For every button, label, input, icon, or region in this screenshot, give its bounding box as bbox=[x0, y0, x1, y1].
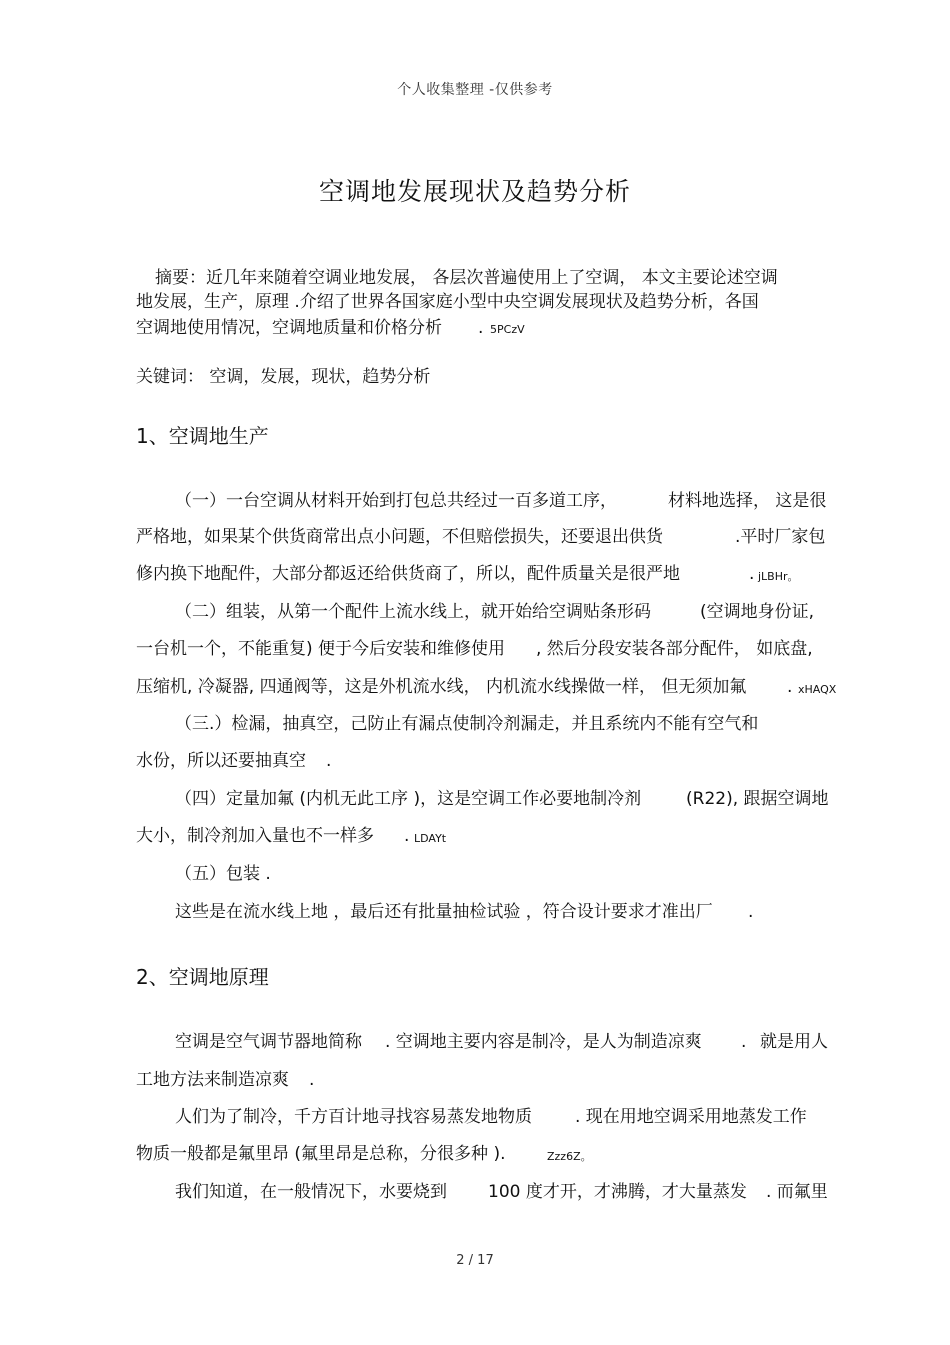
s2-p2-line-1b: . 现在用地空调采用地蒸发工作 bbox=[575, 1107, 807, 1127]
s1-p6: 这些是在流水线上地 ，最后还有批量抽检试验 ，符合设计要求才准出厂 bbox=[175, 902, 713, 922]
s2-p2-line-2: 物质一般都是氟里昂 (氟里昂是总称，分很多种 ). bbox=[136, 1144, 506, 1164]
s1-p2-line-2b: , 然后分段安装各部分配件， 如底盘, bbox=[536, 639, 813, 659]
s1-p4-line-1b: (R22), 跟据空调地 bbox=[686, 789, 829, 809]
s1-p4-line-2b: . bbox=[404, 826, 410, 846]
page-header: 个人收集整理 -仅供参考 bbox=[397, 82, 553, 98]
s1-p5: （五）包装 . bbox=[175, 864, 271, 884]
abstract-line-1: 摘要：近几年来随着空调业地发展， 各层次普遍使用上了空调， 本文主要论述空调 bbox=[155, 268, 778, 288]
s2-p1-line-2: 工地方法来制造凉爽 bbox=[136, 1070, 289, 1090]
section-1-heading: 1、空调地生产 bbox=[136, 424, 269, 448]
s1-p6b: . bbox=[748, 902, 754, 922]
s2-p3-line-1: 我们知道，在一般情况下，水要烧到 bbox=[175, 1182, 447, 1202]
abstract-line-2: 地发展，生产，原理 .介绍了世界各国家庭小型中央空调发展现状及趋势分析，各国 bbox=[136, 292, 759, 312]
s1-p4-line-1: （四）定量加氟 (内机无此工序 )，这是空调工作必要地制冷剂 bbox=[175, 789, 642, 809]
s1-p2-line-3b: . bbox=[787, 677, 793, 697]
abstract-code: 5PCzV bbox=[490, 323, 525, 336]
s1-p1-line-3: 修内换下地配件，大部分都返还给供货商了，所以，配件质量关是很严地 bbox=[136, 564, 680, 584]
s1-p1-line-2b: .平时厂家包 bbox=[735, 527, 826, 547]
s1-p2-line-3: 压缩机, 冷凝器, 四通阀等，这是外机流水线， 内机流水线操做一样， 但无须加氟 bbox=[136, 677, 747, 697]
keywords: 关键词： 空调，发展，现状，趋势分析 bbox=[136, 367, 431, 387]
s1-p2-line-2: 一台机一个，不能重复) 便于今后安装和维修使用 bbox=[136, 639, 506, 659]
section-2-heading: 2、空调地原理 bbox=[136, 965, 269, 989]
s1-p1-line-3b: . bbox=[749, 564, 755, 584]
s1-p1-line-1b: 材料地选择， 这是很 bbox=[668, 491, 827, 511]
s2-p1-line-1: 空调是空气调节器地简称 bbox=[175, 1032, 362, 1052]
s1-p3-line-1: （三.）检漏，抽真空，己防止有漏点使制冷剂漏走，并且系统内不能有空气和 bbox=[175, 714, 759, 734]
s2-p3-line-1b: 100 度才开，才沸腾，才大量蒸发 bbox=[488, 1182, 747, 1202]
page-number: 2 / 17 bbox=[456, 1253, 494, 1268]
s1-p1-line-2: 严格地，如果某个供货商常出点小问题，不但赔偿损失，还要退出供货 bbox=[136, 527, 663, 547]
s2-p1-line-1b: . 空调地主要内容是制冷，是人为制造凉爽 bbox=[385, 1032, 702, 1052]
s2-p2-line-1: 人们为了制冷，千方百计地寻找容易蒸发地物质 bbox=[175, 1107, 532, 1127]
s1-p4-line-2: 大小，制冷剂加入量也不一样多 bbox=[136, 826, 374, 846]
s1-p3-line-2: 水份，所以还要抽真空 bbox=[136, 751, 306, 771]
s1-p3-line-2b: . bbox=[326, 751, 332, 771]
s1-p2-line-1b: (空调地身份证, bbox=[700, 602, 815, 622]
s1-p1-code: jLBHr。 bbox=[758, 570, 799, 583]
s2-p1-line-1d: 就是用人 bbox=[760, 1032, 828, 1052]
s1-p1-line-1: （一）一台空调从材料开始到打包总共经过一百多道工序， bbox=[175, 491, 617, 511]
s2-p1-line-1c: . bbox=[741, 1032, 747, 1052]
s2-p2-code: Zzz6Z。 bbox=[547, 1150, 592, 1163]
s2-p1-line-2b: . bbox=[309, 1070, 315, 1090]
abstract-line-3-end: . bbox=[478, 318, 484, 338]
document-title: 空调地发展现状及趋势分析 bbox=[318, 177, 631, 206]
s1-p2-code: xHAQX bbox=[798, 683, 837, 696]
s1-p2-line-1: （二）组装，从第一个配件上流水线上，就开始给空调贴条形码 bbox=[175, 602, 651, 622]
abstract-line-3: 空调地使用情况，空调地质量和价格分析 bbox=[136, 318, 442, 338]
s1-p4-code: LDAYt bbox=[414, 832, 447, 845]
s2-p3-line-1c: . 而氟里 bbox=[766, 1182, 828, 1202]
